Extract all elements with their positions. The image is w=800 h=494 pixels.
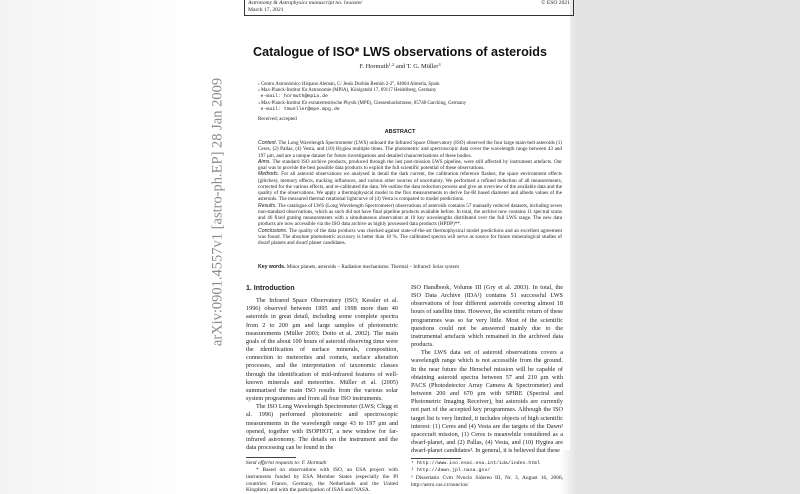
section-heading: 1. Introduction [246,285,295,292]
affiliations [258,82,558,113]
received-line: Received; accepted [258,117,297,122]
paper-page [230,0,570,494]
paper-title: Catalogue of ISO* LWS observations of asteroids [253,45,547,59]
author-1-affil: 1,2 [388,62,395,67]
abstract-conclusions: Conclusions. The quality of the data products was checked against state-of-the-art thermophysical model predictions and an excellent agreement was found. The absolute photometric accuracy is better than 10 %. The calibrated spectra will serve as source for future mineralogical studies of dwarf planets and dwarf planet candidates. [258,227,562,246]
abstract-aims: Aims. The standard ISO archive products, produced through the last post-mission LWS pipeline, were still affected by instrument artefacts. Our goal was to provide the best possible data products to exploit the full scientific potential of these observations. [258,158,562,171]
author-2-affil: 3 [438,62,441,67]
copyright: © ESO 2021 [541,0,570,6]
abstract-methods: Methods. For all asteroid observations we analysed in detail the dark current, the calibration reference flashes, the space environment effects (glitches), memory effects, tracking influences, and various other sources of uncertainty. We performed a refined reduction of all measurements, corrected for the various effects, and re-calibrated the data. We outline the data reduction process and give an overview of the available data and the quality of the observations. We apply a thermophysical model to the flux measurements to derive far-IR based diameter and albedo values of the asteroids. The measured thermal rotational lightcurve of (4) Vesta is compared to model predictions. [258,171,562,203]
paragraph: The ISO Long Wavelength Spectrometer (LWS; Clegg et al. 1996) performed photometric and spectroscopic measurements in the wavelength range 43 to 197 μm and opened, together with ISOPHOT, a new window for far-infrared astronomy. The details on the instrument and the data processing can be found in the [246,403,398,451]
date: March 17, 2021 [248,7,284,13]
footnote-link[interactable]: ² http://dawn.jpl.nasa.gov/ [411,468,491,474]
abstract-heading: ABSTRACT [384,129,416,135]
email[interactable]: e-mail: tmueller@mpe.mpg.de [260,106,340,112]
affiliation: $^3$ Max-Planck-Institut für extraterrestrische Physik (MPE), Giessenbachstrasse, 85748 Garching, Germany e-mail: tmueller@mpe.mpg.de [258,100,467,112]
affiliation: $^1$ Centro Astronómico Hispano Alemán, C/ Jesús Durbán Remón 2-2°, 04004 Almería, Spain [258,82,440,87]
email[interactable]: e-mail: hormuth@mpia.de [260,94,328,100]
authors [230,63,570,70]
paragraph: The LWS data set of asteroid observations covers a wavelength range which is not accessible from the ground. In the near future the Herschel mission will be capable of obtaining asteroid spectra between 57 and 210 μm with PACS (Photodetector Array Camera & Spectrometer) and between 200 and 670 μm with SPIRE (Spectral and Photometric Imaging Receiver), but asteroids are currently not part of the accepted key programmes. Although the ISO target list is very limited, it includes objects of high scientific interest: (1) Ceres and (4) Vesta are the targets of the Dawn² spacecraft mission, (1) Ceres is meanwhile considered as a dwarf-planet, and (2) Pallas, (4) Vesta, and (10) Hygiea are dwarf-planet candidates³. In general, it is believed that these [411,349,563,455]
abstract [258,140,562,246]
author-2: and T. G. Müller [394,63,439,70]
footnote-rule [411,458,461,459]
abstract-context: Context. The Long Wavelength Spectrometer (LWS) onboard the Infrared Space Observatory (ISO) observed the four large main-belt asteroids (1) Ceres, (2) Pallas, (4) Vesta, and (10) Hygiea multiple times. The photometric and spectroscopic data cover the wavelength range between 43 and 197 μm, and are a unique dataset for future investigations and detailed characterisations of these bodies. [258,140,562,159]
author-1: F. Hormuth [359,63,389,70]
abstract-results: Results. The catalogue of LWS (Long Wavelength Spectrometer) observations of asteroids contains 57 manually reduced datasets, including seven non-standard observations, which as such did not have final pipeline products available before. In total, the archive now contains 11 spectral scans and 46 fixed grating measurements with a simultaneous observation at 10 key wavelengths distributed over the full LWS range. The new data products are now accessible via the ISO data archive as highly processed data products (HPDP)**. [258,202,562,228]
footnote: ³ Dissertatio Cvm Nvncio Sidereo III, Nr. 3, August 16, 2006, http://astro.cas.cz/nuncius/ [411,474,563,488]
footnote-link[interactable]: ¹ http://www.iso.esac.esa.int/ida/index.html [411,461,541,467]
column-right [411,284,563,488]
offprint-note: Send offprint requests to: F. Hormuth [246,460,327,467]
journal-line: Astronomy & Astrophysics manuscript no. lwsaster [248,0,363,6]
running-header [244,0,574,16]
paragraph: ISO Handbook, Volume III (Gry et al. 2003). In total, the ISO Data Archive (IDA¹) contains 51 successful LWS observations of four different asteroids covering almost 18 hours of satellite time. However, the scientific return of these programmes was so far very little. Most of the scientific questions could not be answered mainly due to the instrumental artefacts which remained in the archived data products. [411,284,563,349]
paragraph: The Infrared Space Observatory (ISO; Kessler et al. 1996) observed between 1995 and 1998 more than 40 asteroids in great detail, including some complete spectra from 2 to 200 μm and large samples of photometric measurements (Müller 2003; Dotto et al. 2002). The main goals of the about 100 hours of asteroid observing time were the identification of surface minerals, composition, connection to meteorites and comets, surface alteration processes, and the interpretation of taxonomic classes through the identification of mid-infrared features of well-known minerals and meteorites. Müller et al. (2005) summarised the main ISO results from the various solar system programmes and from all four ISO instruments. [246,297,398,403]
footnote: * Based on observations with ISO, an ESA project with instruments funded by ESA Member States (especially the PI countries: France, Germany, the Netherlands and the United Kingdom) and with the participation of ISAS and NASA. [246,466,398,494]
column-left [246,285,398,494]
keywords: Key words. Minor planets, asteroids – Radiation mechanisms: Thermal – Infrared: Solar system [258,264,459,270]
arxiv-stamp: arXiv:0901.4557v1 [astro-ph.EP] 28 Jan 2009 [209,77,226,347]
footnote-rule [246,457,296,458]
affiliation: $^2$ Max-Planck-Institut für Astronomie (MPIA), Königstuhl 17, 69117 Heidelberg, Germany e-mail: hormuth@mpia.de [258,88,437,100]
